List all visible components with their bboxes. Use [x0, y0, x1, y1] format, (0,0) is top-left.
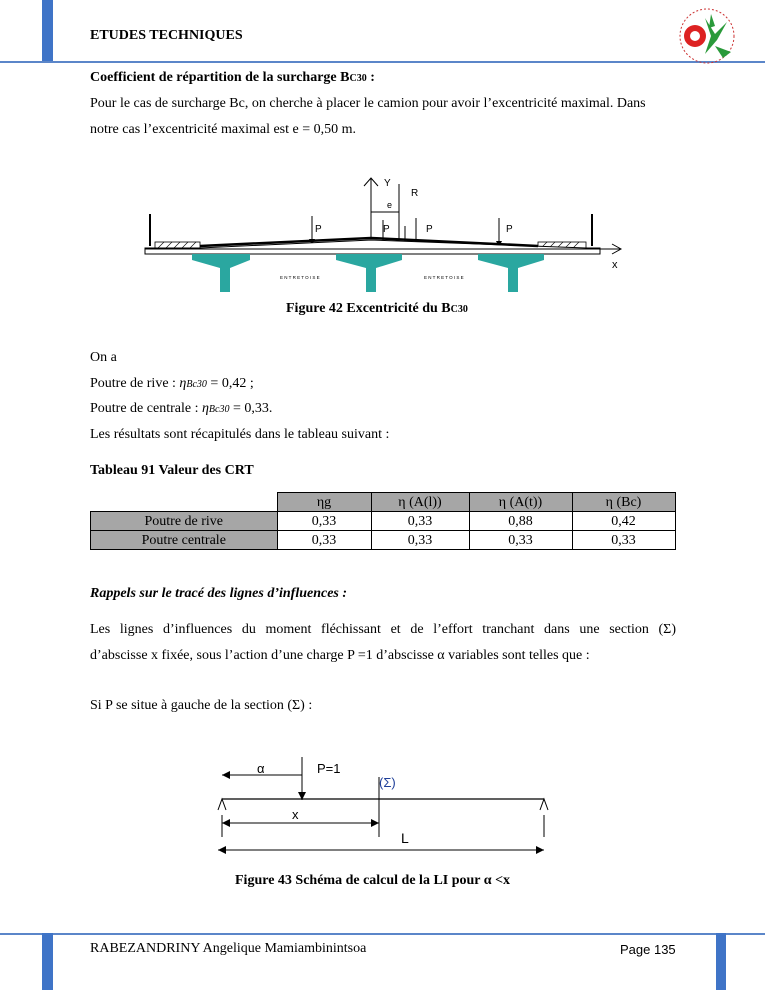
- table-header-row: [91, 493, 676, 512]
- fig42-entretoise-2: E N T R E T O I S E: [424, 275, 464, 280]
- rive-value: = 0,42 ;: [206, 376, 254, 391]
- crt-table: [90, 492, 676, 550]
- si-p-line: Si P se situe à gauche de la section (Σ) :: [90, 698, 313, 713]
- fig43-alpha-label: α: [257, 761, 265, 776]
- centrale-line: [90, 401, 272, 418]
- section1-heading: [90, 70, 375, 87]
- fig42-p-label-1: P: [315, 224, 322, 235]
- fig42-p-label-2: P: [383, 224, 390, 235]
- figure43-diagram: [210, 755, 555, 860]
- fig42-entretoise-1: E N T R E T O I S E: [280, 275, 320, 280]
- centrale-eta: η: [201, 401, 209, 416]
- footer-left-bar: [42, 933, 53, 990]
- fig43-sigma-label: (Σ): [379, 775, 396, 790]
- centrale-sub: Bc30: [208, 404, 230, 415]
- table-cell: 0,33: [277, 531, 371, 550]
- section2-heading: Rappels sur le tracé des lignes d’influences :: [90, 586, 348, 601]
- rive-eta: η: [179, 376, 187, 391]
- table-header-cell: η (Bc): [572, 493, 675, 512]
- rive-line: [90, 376, 254, 393]
- centrale-label: Poutre de centrale :: [90, 401, 202, 416]
- table-cell: 0,33: [371, 512, 469, 531]
- summary-line: Les résultats sont récapitulés dans le tableau suivant :: [90, 427, 390, 442]
- section1-heading-text: Coefficient de répartition de la surcharge B: [90, 70, 350, 85]
- figure42-caption-sub: C30: [450, 304, 468, 315]
- section1-para-line1: Pour le cas de surcharge Bc, on cherche à placer le camion pour avoir l’excentricité maximal. Dans: [90, 96, 646, 111]
- rive-label: Poutre de rive :: [90, 376, 180, 391]
- table-cell: 0,33: [469, 531, 572, 550]
- fig42-y-label: Y: [384, 178, 391, 189]
- table-row-label: Poutre centrale: [91, 531, 278, 550]
- rive-sub: Bc30: [186, 379, 207, 390]
- fig43-p1-label: P=1: [317, 761, 341, 776]
- figure43-caption: Figure 43 Schéma de calcul de la LI pour α <x: [235, 873, 511, 888]
- figure42-caption-text: Figure 42 Excentricité du B: [286, 301, 451, 316]
- table-header-cell: η (A(l)): [371, 493, 469, 512]
- table-cell: 0,42: [572, 512, 675, 531]
- footer-rule: [0, 933, 765, 935]
- footer-author: RABEZANDRINY Angelique Mamiambinintsoa: [90, 941, 367, 956]
- table-caption: Tableau 91 Valeur des CRT: [90, 463, 254, 478]
- fig43-x-label: x: [292, 807, 299, 822]
- table-row: [91, 531, 676, 550]
- section1-heading-tail: :: [366, 70, 375, 85]
- fig42-r-label: R: [411, 188, 419, 199]
- table-cell: 0,33: [371, 531, 469, 550]
- figure42-caption: [286, 301, 468, 318]
- table-cell: 0,88: [469, 512, 572, 531]
- leaf-icon: [705, 18, 727, 54]
- footer-right-bar: [716, 933, 726, 990]
- on-a: On a: [90, 350, 117, 365]
- table-row: [91, 512, 676, 531]
- section2-para-line2: d’abscisse x fixée, sous l’action d’une charge P =1 d’abscisse α variables sont telles que :: [90, 648, 590, 663]
- school-logo: [671, 6, 741, 66]
- table-cell: 0,33: [277, 512, 371, 531]
- footer-page: Page 135: [620, 942, 676, 957]
- fig42-girders: [192, 254, 544, 292]
- table-cell: 0,33: [572, 531, 675, 550]
- table-header-cell: η (A(t)): [469, 493, 572, 512]
- section1-para-line2: notre cas l’excentricité maximal est e = 0,50 m.: [90, 122, 357, 137]
- fig42-e-label: e: [387, 200, 393, 210]
- header-title: ETUDES TECHNIQUES: [90, 28, 243, 43]
- header-rule: [0, 61, 765, 63]
- figure42-diagram: [140, 170, 640, 295]
- centrale-value: = 0,33.: [229, 401, 273, 416]
- fig43-l-label: L: [401, 830, 409, 846]
- fig42-x-label: x: [612, 259, 618, 271]
- section2-para-line1: Les lignes d’influences du moment fléchissant et de l’effort tranchant dans une section (Σ): [90, 622, 676, 637]
- table-row-label: Poutre de rive: [91, 512, 278, 531]
- header-left-bar: [42, 0, 53, 62]
- fig42-p-label-4: P: [506, 224, 513, 235]
- fig42-p-label-3: P: [426, 224, 433, 235]
- table-header-cell: ηg: [277, 493, 371, 512]
- section1-heading-sub: C30: [349, 73, 367, 84]
